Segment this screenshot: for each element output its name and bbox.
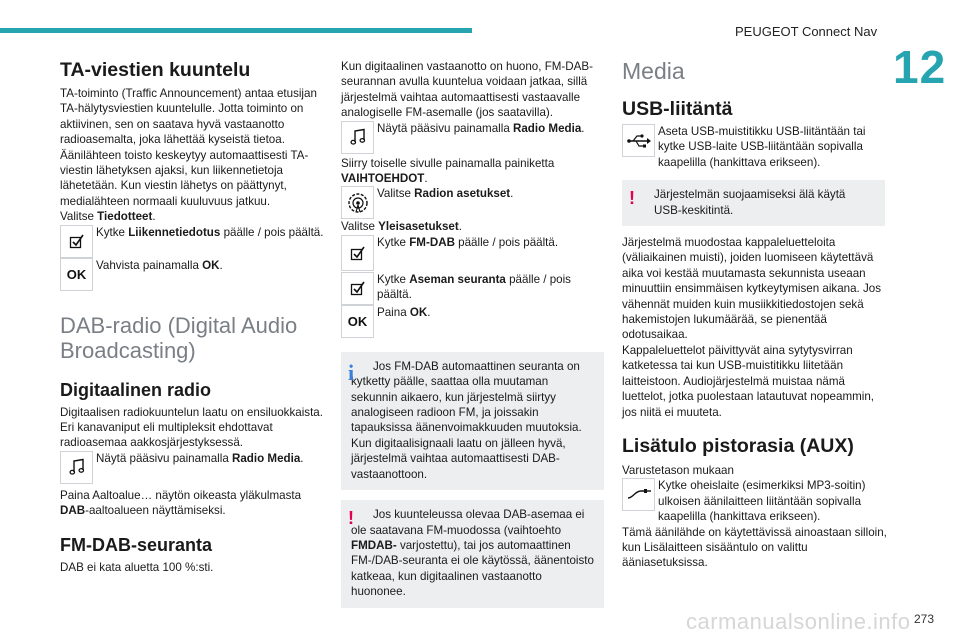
checkbox-icon[interactable]: [60, 225, 93, 258]
usb-p2: Järjestelmä muodostaa kappaleluetteloita (väliaikainen muisti), joiden luomiseen käytettävä aika voi kestää muutamasta sekunnista useaan minuuttiin ensimmäisen kytkeytymisen aikana. Jos vähennät muiden kuin musiikkitiedostojen sekä hakemistojen lukumäärää, se pienentää odotusaikaa.: [622, 236, 882, 342]
fm-step-3: Kytke FM-DAB päälle / pois päältä.: [341, 235, 606, 271]
checkbox-icon[interactable]: [341, 235, 374, 271]
digital-radio-step: Näytä pääsivu painamalla Radio Media.: [60, 451, 325, 484]
ta-step-2: OK Vahvista painamalla OK.: [60, 258, 325, 291]
ok-icon[interactable]: OK: [341, 305, 374, 338]
aux-p3: Tämä äänilähde on käytettävissä ainoastaan silloin, kun Lisälaitteen sisääntulo on valittu ääniasetuksissa.: [622, 525, 887, 570]
digital-radio-p2: Eri kanavaniput eli multipleksit ehdottavat radioasemaa aakkosjärjestyksessä.: [60, 421, 273, 450]
digital-radio-p3: Paina Aaltoalue… näytön oikeasta yläkulmasta DAB-aaltoalueen näyttämiseksi.: [60, 488, 302, 518]
info-icon: i: [347, 359, 355, 385]
fm-p3: Valitse Yleisasetukset.: [341, 220, 462, 234]
ta-heading: TA-viestien kuuntelu: [60, 59, 251, 81]
ta-step-1: Kytke Liikennetiedotus päälle / pois päältä.: [60, 225, 325, 258]
fm-dab-p2: Kun digitaalinen vastaanotto on huono, FM-DAB-seurannan avulla kuuntelua voidaan jatkaa, sillä järjestelmä vaihtaa automaattisesti vastaavalle analogiselle FM-asemalle (jos saatavilla).: [341, 60, 593, 120]
fm-step-2: Valitse Radion asetukset.: [341, 186, 606, 219]
aux-heading: Lisätulo pistorasia (AUX): [622, 434, 854, 457]
fm-step-5: OK Paina OK.: [341, 305, 606, 338]
music-note-icon[interactable]: [341, 121, 374, 154]
radio-settings-icon[interactable]: [341, 186, 374, 219]
usb-icon[interactable]: [622, 124, 655, 157]
ta-paragraph: TA-toiminto (Traffic Announcement) antaa etusijan TA-hälytysviestien kuuntelulle. Jotta toiminto on aktiivinen, sen on saatava hyvä vastaanotto radioasemalta, joka lähettää kyseistä tietoa. Äänilähteen toisto keskeytyy automaattisesti TA-viestin lähetyksen ajaksi, kun liikennetietoja lähetetään. Kun viestin lähetys on päättynyt, medialähteen normaali kuuluvuus jatkuu.: [60, 87, 317, 208]
dab-heading: DAB-radio (Digital Audio Broadcasting): [60, 312, 298, 363]
fm-step-1: Näytä pääsivu painamalla Radio Media.: [341, 121, 606, 154]
column-2: [341, 59, 606, 608]
media-heading: Media: [622, 58, 685, 84]
fm-p2: Siirry toiselle sivulle painamalla painiketta VAIHTOEHDOT.: [341, 156, 555, 186]
aux-p1: Varustetason mukaan: [622, 463, 734, 477]
usb-heading: USB-liitäntä: [622, 98, 733, 120]
usb-warning-note: ! Järjestelmän suojaamiseksi älä käytä USB-keskitintä.: [622, 180, 885, 226]
aux-step: Kytke oheislaite (esimerkiksi MP3-soitin) ulkoisen äänilaitteen liitäntään sopivalla kaapelilla (hankittava erikseen).: [622, 478, 887, 524]
usb-p3: Kappaleluettelot päivittyvät aina sytytysvirran katketessa tai kun USB-muistitikku liitetään laitteistoon. Audiojärjestelmä muistaa nämä luettelot, jotka puolestaan latautuvat nopeammin, jos niitä ei muuteta.: [622, 343, 875, 419]
info-note: i Jos FM-DAB automaattinen seuranta on kytketty päälle, saattaa olla muutaman sekunnin aikaero, kun järjestelmä siirtyy analogiseen radioon FM, ja joissakin tapauksissa äänenvoimakkuuden muutoksia. Kun digitaalisignaali laatu on jälleen hyvä, järjestelmä vaihtaa automaattisesti DAB-vastaanottoon.: [341, 352, 604, 490]
fm-dab-heading: FM-DAB-seuranta: [60, 534, 213, 555]
fm-step-4: Kytke Aseman seuranta päälle / pois päältä.: [341, 272, 606, 305]
warning-note: ! Jos kuunteleussa olevaa DAB-asemaa ei ole saatavana FM-muodossa (vaihtoehto FMDAB- varjostettu), tai jos automaattinen FM-/DAB-seuranta ei ole käytössä, äänentoisto katkeaa, kun digitaalinen vastaanotto huononee.: [341, 500, 604, 607]
header-accent-bar: [0, 28, 472, 33]
header-title: PEUGEOT Connect Nav: [735, 24, 878, 39]
fm-dab-p1: DAB ei kata aluetta 100 %:sti.: [60, 560, 214, 574]
music-note-icon[interactable]: [60, 451, 93, 484]
ok-icon[interactable]: OK: [60, 258, 93, 291]
watermark: carmanualsonline.info: [686, 609, 911, 634]
warning-icon: !: [629, 188, 635, 209]
digital-radio-heading: Digitaalinen radio: [60, 379, 212, 400]
ta-select-line: Valitse Tiedotteet.: [60, 210, 156, 224]
aux-cable-icon[interactable]: [622, 478, 655, 511]
digital-radio-p1: Digitaalisen radiokuuntelun laatu on ensiluokkaista.: [60, 405, 323, 419]
chapter-number: 12: [893, 41, 947, 93]
page-number: 273: [914, 612, 935, 626]
column-1: [60, 56, 325, 575]
warning-icon: !: [348, 508, 354, 529]
column-3: [622, 56, 887, 571]
usb-step: Aseta USB-muistitikku USB-liitäntään tai kytke USB-laite USB-liitäntään sopivalla kaapelilla (hankittava erikseen).: [622, 124, 887, 170]
checkbox-icon[interactable]: [341, 272, 374, 305]
